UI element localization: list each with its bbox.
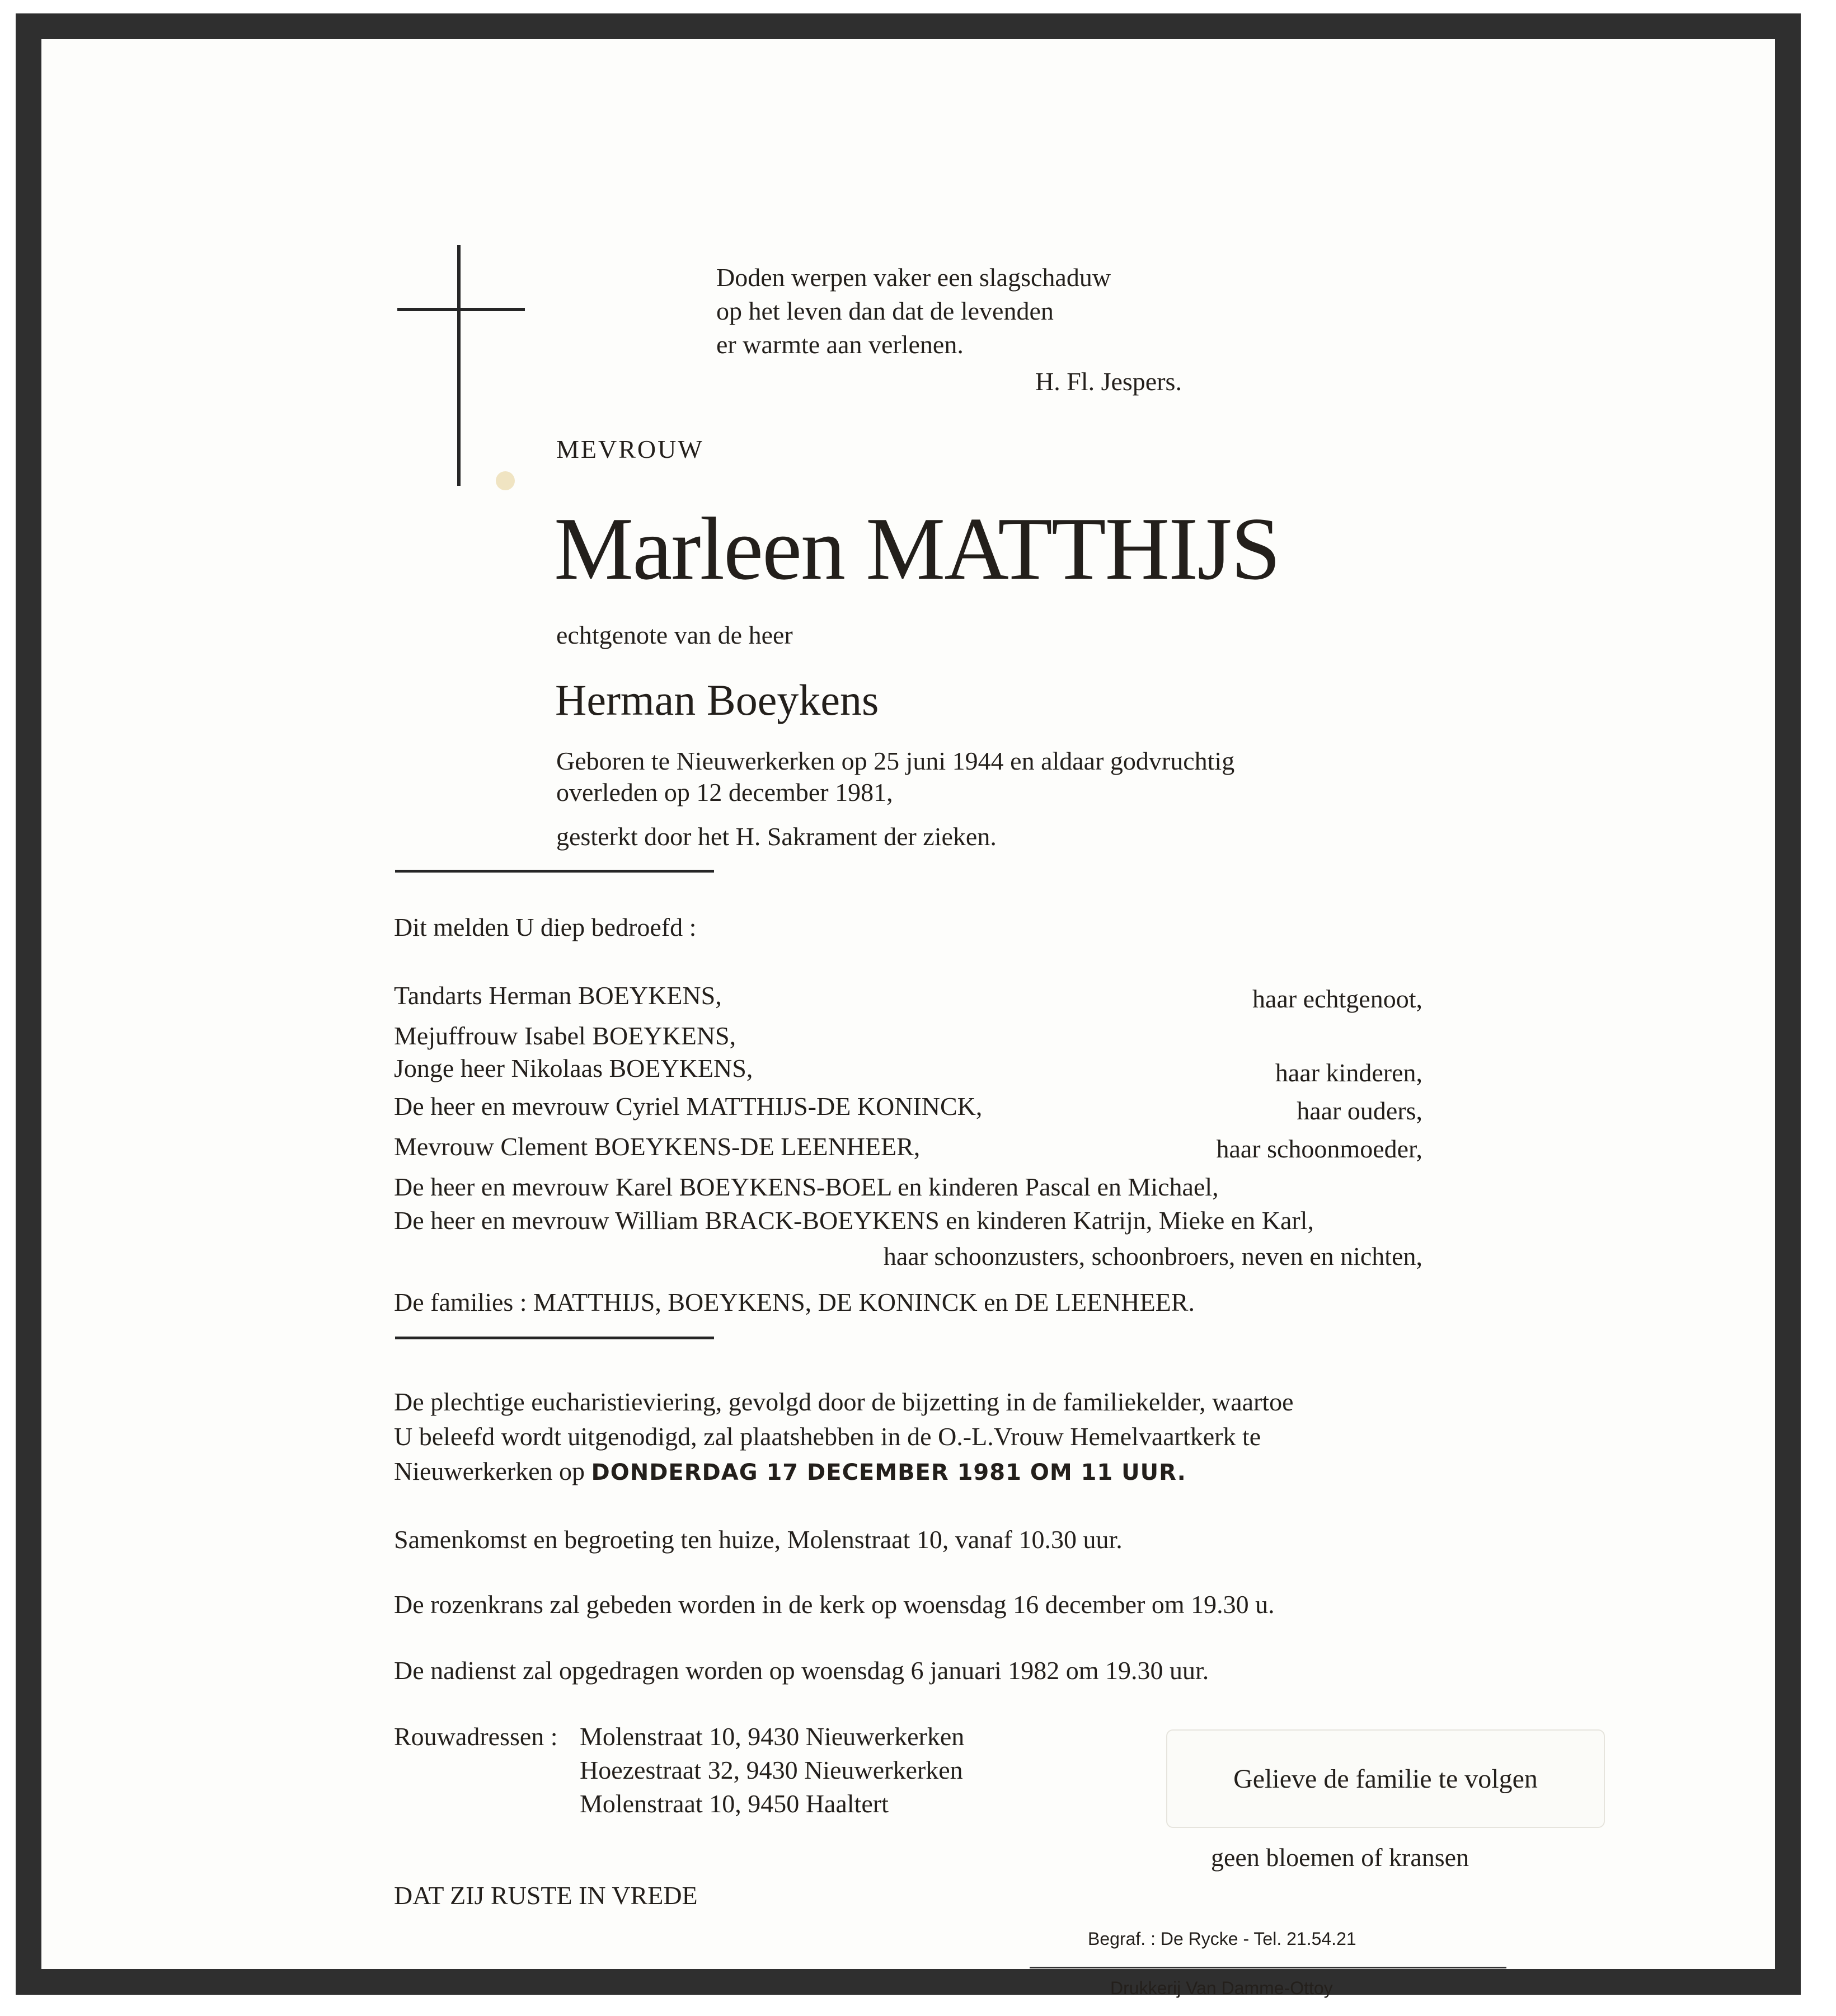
service-line [394,1454,1294,1490]
family-relation: haar echtgenoot, [1252,984,1422,1013]
spouse-name: Herman Boeykens [555,676,879,724]
mourning-card [16,13,1801,1998]
family-member: De heer en mevrouw William BRACK-BOEYKENS en kinderen Katrijn, Mieke en Karl, [394,1206,1314,1235]
service-line: U beleefd wordt uitgenodigd, zal plaatshebben in de O.-L.Vrouw Hemelvaartkerk te [394,1422,1261,1451]
address-line: Hoezestraat 32, 9430 Nieuwerkerken [580,1756,963,1784]
rest-in-peace: DAT ZIJ RUSTE IN VREDE [394,1881,698,1910]
gathering-info: Samenkomst en begroeting ten huize, Molenstraat 10, vanaf 10.30 uur. [394,1525,1123,1554]
family-relation: haar kinderen, [1275,1058,1422,1087]
deceased-name: Marleen MATTHIJS [554,499,1280,598]
birth-line: Geboren te Nieuwerkerken op 25 juni 1944 en aldaar godvruchtig [556,747,1235,775]
undertaker: Begraf. : De Rycke - Tel. 21.54.21 [1088,1929,1356,1949]
divider [395,1337,714,1339]
divider [395,870,714,873]
spouse-label: echtgenote van de heer [556,621,793,649]
birth-death-info [556,746,1234,808]
family-member: De heer en mevrouw Cyriel MATTHIJS-DE KONINCK, [394,1092,983,1120]
no-flowers-note: geen bloemen of kransen [1211,1843,1469,1872]
printer: Drukkerij Van Damme-Ottoy [1110,1978,1333,1998]
sacrament-note: gesterkt door het H. Sakrament der zieken. [556,822,997,851]
cross-icon [457,245,461,486]
service-info [394,1385,1294,1490]
address-line: Molenstraat 10, 9430 Nieuwerkerken [580,1722,965,1751]
announcement: Dit melden U diep bedroefd : [394,913,697,941]
family-relation: haar schoonzusters, schoonbroers, neven en nichten, [883,1242,1422,1270]
addresses-label: Rouwadressen : [394,1722,558,1751]
cross-icon-bar [397,308,525,311]
quote-author: H. Fl. Jespers. [1035,367,1182,396]
family-relation: haar ouders, [1297,1096,1422,1125]
family-member: De heer en mevrouw Karel BOEYKENS-BOEL en kinderen Pascal en Michael, [394,1173,1219,1201]
follow-notice [1166,1729,1605,1828]
quote-line: er warmte aan verlenen. [716,330,964,359]
quote-line: op het leven dan dat de levenden [716,297,1054,325]
quote-line: Doden werpen vaker een slagschaduw [716,263,1111,292]
paper-stain [496,471,515,490]
address-line: Molenstraat 10, 9450 Haaltert [580,1789,889,1818]
follow-notice-text: Gelieve de familie te volgen [1233,1764,1538,1794]
service-date: DONDERDAG 17 DECEMBER 1981 OM 11 UUR. [591,1460,1186,1485]
death-line: overleden op 12 december 1981, [556,778,893,807]
family-member: Tandarts Herman BOEYKENS, [394,981,722,1010]
service-line-prefix: Nieuwerkerken op [394,1457,591,1485]
service-line: De plechtige eucharistieviering, gevolgd door de bijzetting in de familiekelder, waartoe [394,1387,1294,1416]
family-member: Mevrouw Clement BOEYKENS-DE LEENHEER, [394,1132,921,1161]
family-member: Mejuffrouw Isabel BOEYKENS, [394,1021,736,1050]
honorific: MEVROUW [556,435,704,463]
quote [716,261,1111,362]
printer-divider [1030,1967,1506,1968]
rosary-info: De rozenkrans zal gebeden worden in de kerk op woensdag 16 december om 19.30 u. [394,1590,1275,1619]
memorial-info: De nadienst zal opgedragen worden op woensdag 6 januari 1982 om 19.30 uur. [394,1656,1209,1685]
families-line: De families : MATTHIJS, BOEYKENS, DE KONINCK en DE LEENHEER. [394,1288,1195,1316]
family-member: Jonge heer Nikolaas BOEYKENS, [394,1054,753,1082]
family-relation: haar schoonmoeder, [1216,1134,1422,1163]
